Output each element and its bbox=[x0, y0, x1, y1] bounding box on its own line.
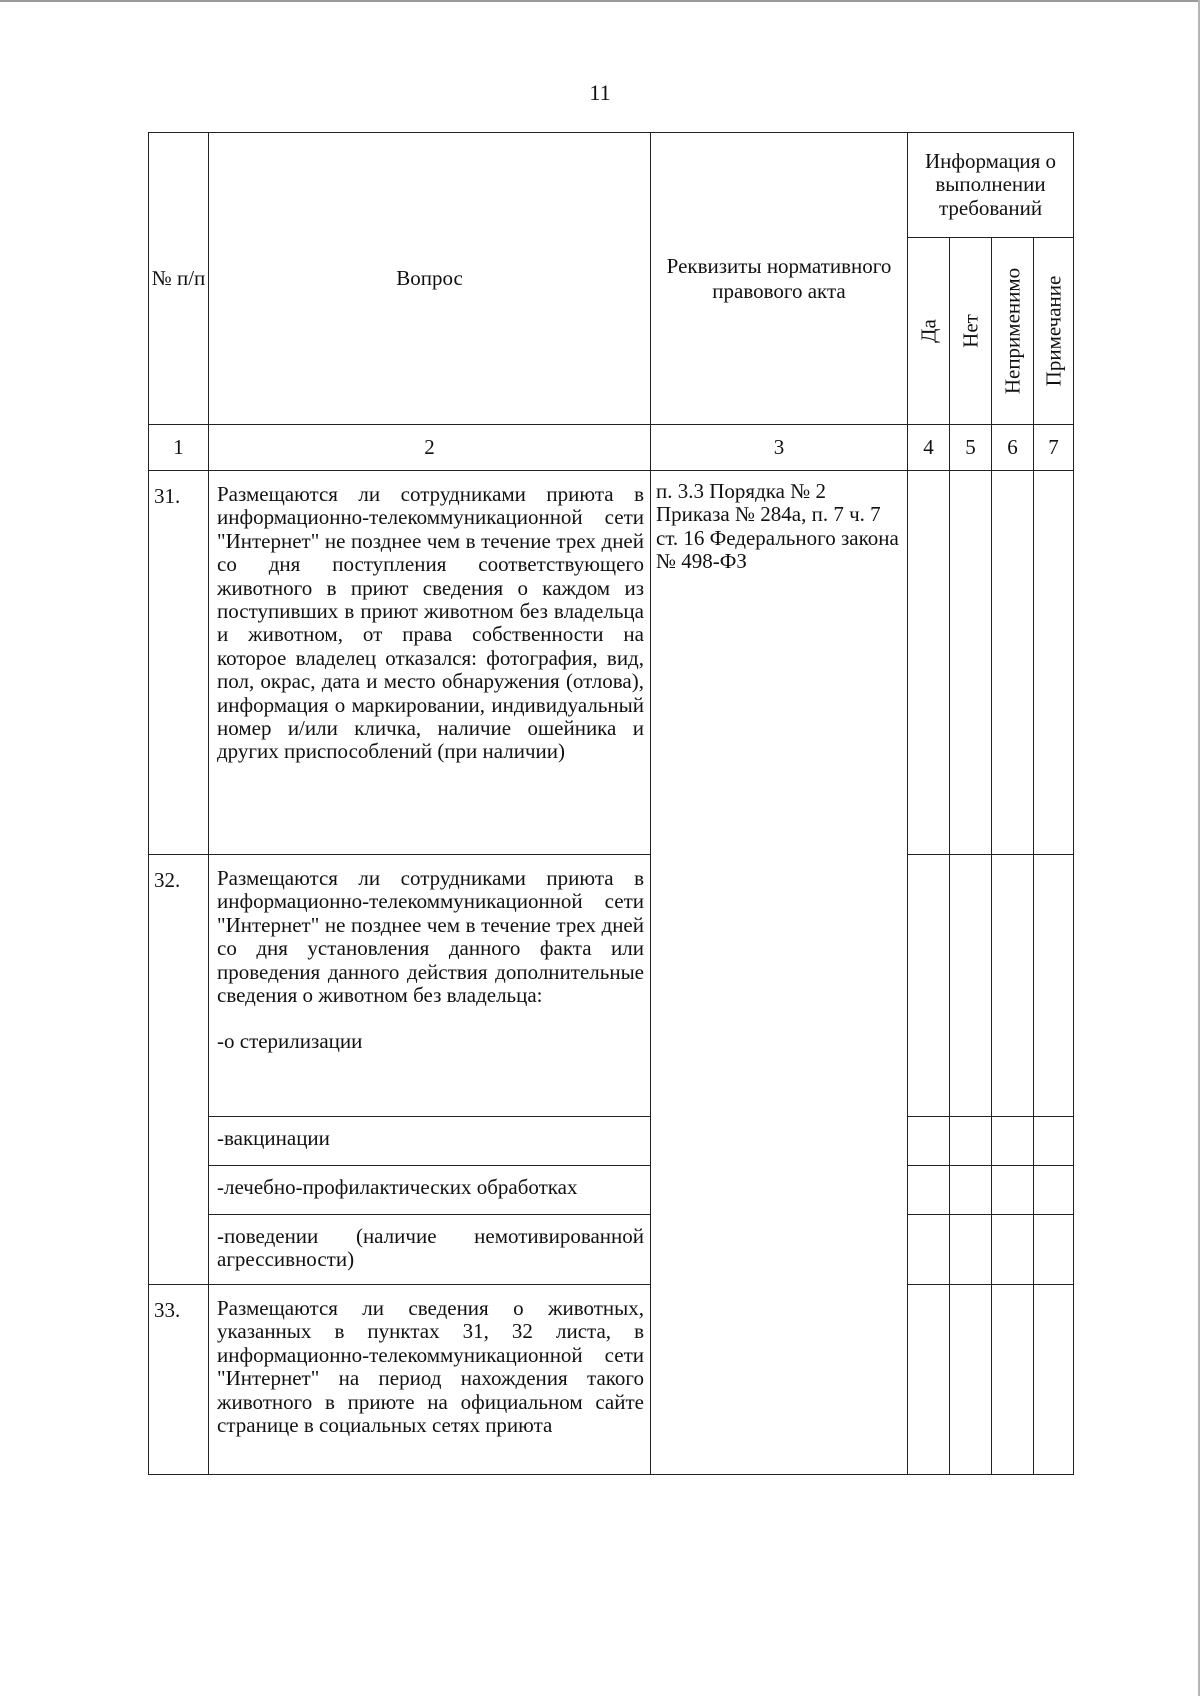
answer-no-cell[interactable] bbox=[950, 855, 992, 1117]
answer-na-cell[interactable] bbox=[992, 855, 1034, 1117]
answer-no-cell[interactable] bbox=[950, 471, 992, 855]
column-number-row bbox=[149, 425, 1074, 471]
table-row-32-treatment bbox=[149, 1166, 1074, 1215]
answer-yes-cell[interactable] bbox=[908, 471, 950, 855]
column-number: 3 bbox=[651, 425, 908, 471]
question-text: Размещаются ли сотрудниками приюта в информационно-телекоммуникационной сети "Интернет" не позднее чем в течение трех дней со дня поступления соответствующего животного в приют сведения о каждом из поступивших в приют животном без владельца и животном, от права собственности на которое владелец отказался: фотография, вид, пол, окрас, дата и место обнаружения (отлова), информация о маркировании, индивидуальный номер и/или кличка, наличие ошейника и других приспособлений (при наличии) bbox=[209, 471, 651, 855]
header-na: Неприменимо bbox=[999, 267, 1024, 395]
answer-na-cell[interactable] bbox=[992, 471, 1034, 855]
row-number: 32. bbox=[149, 855, 209, 1285]
answer-no-cell[interactable] bbox=[950, 1166, 992, 1215]
requisites-text: п. 3.3 Порядка № 2 Приказа № 284а, п. 7 ч. 7 ст. 16 Федерального закона № 498-ФЗ bbox=[651, 471, 908, 1475]
header-na-cell bbox=[992, 238, 1034, 425]
answer-yes-cell[interactable] bbox=[908, 1285, 950, 1475]
sub-item: -вакцинации bbox=[209, 1117, 651, 1166]
answer-na-cell[interactable] bbox=[992, 1215, 1034, 1285]
table-row-32-behavior bbox=[149, 1215, 1074, 1285]
column-number: 2 bbox=[209, 425, 651, 471]
question-text: Размещаются ли сведения о животных, указанных в пунктах 31, 32 листа, в информационно-телекоммуникационной сети "Интернет" на период нахождения такого животного в приюте на официальном сайте странице в социальных сетях приюта bbox=[209, 1285, 651, 1475]
answer-yes-cell[interactable] bbox=[908, 1117, 950, 1166]
column-number: 5 bbox=[950, 425, 992, 471]
answer-no-cell[interactable] bbox=[950, 1215, 992, 1285]
answer-no-cell[interactable] bbox=[950, 1285, 992, 1475]
question-block bbox=[209, 855, 651, 1117]
header-question: Вопрос bbox=[209, 133, 651, 425]
table-row-32-vaccination bbox=[149, 1117, 1074, 1166]
table-row-33 bbox=[149, 1285, 1074, 1475]
note-cell[interactable] bbox=[1034, 1285, 1074, 1475]
column-number: 6 bbox=[992, 425, 1034, 471]
question-text: Размещаются ли сотрудниками приюта в информационно-телекоммуникационной сети "Интернет" не позднее чем в течение трех дней со дня установления данного факта или проведения данного действия дополнительные сведения о животном без владельца: bbox=[217, 866, 644, 1008]
sub-item: -о стерилизации bbox=[217, 1029, 363, 1054]
header-note-cell bbox=[1034, 238, 1074, 425]
row-number: 33. bbox=[149, 1285, 209, 1475]
column-number: 1 bbox=[149, 425, 209, 471]
note-cell[interactable] bbox=[1034, 1117, 1074, 1166]
answer-na-cell[interactable] bbox=[992, 1117, 1034, 1166]
row-number: 31. bbox=[149, 471, 209, 855]
answer-yes-cell[interactable] bbox=[908, 1166, 950, 1215]
table-row-32 bbox=[149, 855, 1074, 1117]
column-number: 4 bbox=[908, 425, 950, 471]
header-yes: Да bbox=[915, 319, 940, 343]
sub-item: -поведении (наличие немотивированной агрессивности) bbox=[209, 1215, 651, 1285]
header-note: Примечание bbox=[1040, 275, 1065, 387]
header-no: Нет bbox=[957, 314, 982, 348]
header-requisites: Реквизиты нормативного правового акта bbox=[651, 133, 908, 425]
answer-yes-cell[interactable] bbox=[908, 855, 950, 1117]
answer-na-cell[interactable] bbox=[992, 1285, 1034, 1475]
sub-item: -лечебно-профилактических обработках bbox=[209, 1166, 651, 1215]
top-edge-line bbox=[0, 0, 1200, 2]
note-cell[interactable] bbox=[1034, 1215, 1074, 1285]
note-cell[interactable] bbox=[1034, 1166, 1074, 1215]
column-number: 7 bbox=[1034, 425, 1074, 471]
header-info: Информация о выполнении требований bbox=[908, 133, 1074, 238]
answer-yes-cell[interactable] bbox=[908, 1215, 950, 1285]
checklist-table bbox=[148, 132, 1074, 1475]
table-row-31 bbox=[149, 471, 1074, 855]
note-cell[interactable] bbox=[1034, 855, 1074, 1117]
header-num: № п/п bbox=[149, 133, 209, 425]
answer-no-cell[interactable] bbox=[950, 1117, 992, 1166]
page-number: 11 bbox=[589, 80, 611, 105]
note-cell[interactable] bbox=[1034, 471, 1074, 855]
header-no-cell bbox=[950, 238, 992, 425]
answer-na-cell[interactable] bbox=[992, 1166, 1034, 1215]
header-yes-cell bbox=[908, 238, 950, 425]
header-row-1 bbox=[149, 133, 1074, 238]
